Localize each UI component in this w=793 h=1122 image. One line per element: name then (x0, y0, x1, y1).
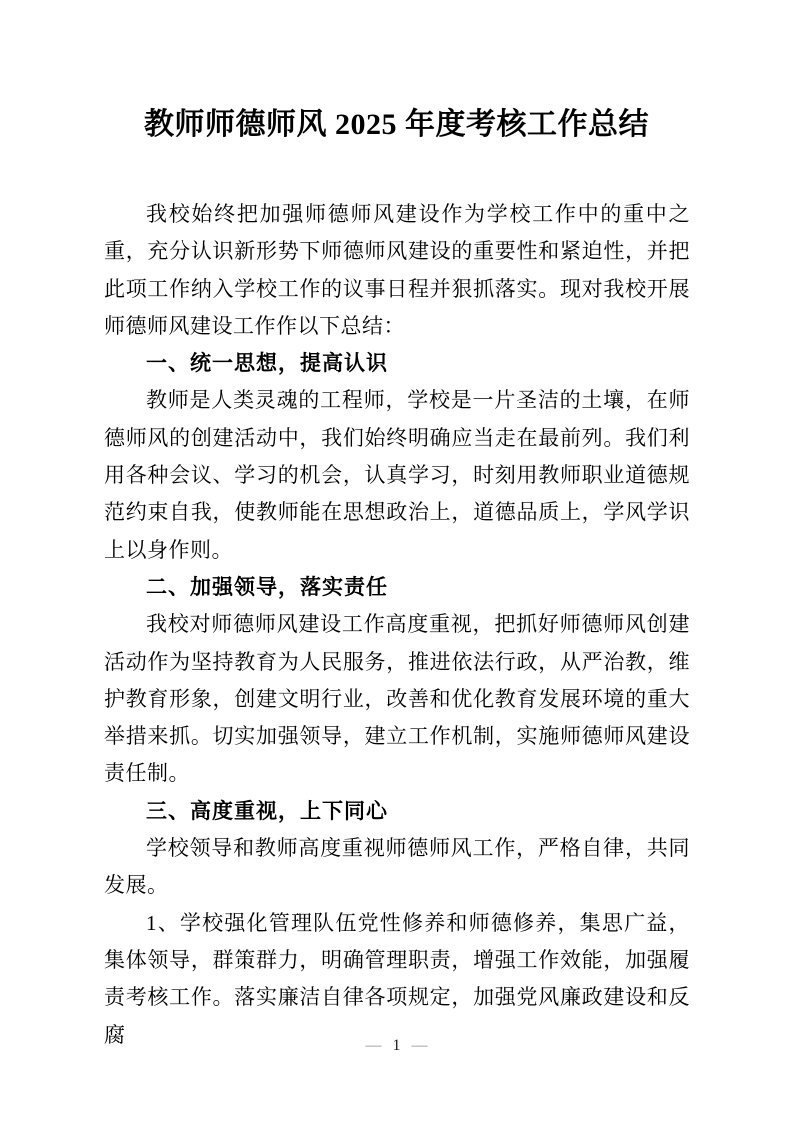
section-2-paragraph-1: 我校对师德师风建设工作高度重视，把抓好师德师风创建活动作为坚持教育为人民服务，推进依法行政，从严治教，维护教育形象，创建文明行业，改善和优化教育发展环境的重大举措来抓。切实加强领导，建立工作机制，实施师德师风建设责任制。 (104, 612, 690, 786)
document-body (104, 196, 690, 1054)
footer-dash-left: — (365, 1037, 382, 1054)
section-1-paragraph-1: 教师是人类灵魂的工程师，学校是一片圣洁的土壤，在师德师风的创建活动中，我们始终明确应当走在最前列。我们利用各种会议、学习的机会，认真学习，时刻用教师职业道德规范约束自我，使教师能在思想政治上，道德品质上，学风学识上以身作则。 (104, 388, 690, 562)
section-3-paragraph-2: 1、学校强化管理队伍党性修养和师德修养，集思广益，集体领导，群策群力，明确管理职责，增强工作效能，加强履责考核工作。落实廉洁自律各项规定，加强党风廉政建设和反腐 (104, 910, 690, 1047)
section-heading-3: 三、高度重视，上下同心 (146, 799, 388, 823)
section-3-paragraph-1: 学校领导和教师高度重视师德师风工作，严格自律，共同发展。 (104, 836, 690, 898)
page-footer (0, 1036, 793, 1056)
footer-dash-right: — (411, 1037, 428, 1054)
section-heading-1: 一、统一思想，提高认识 (146, 352, 388, 376)
intro-paragraph: 我校始终把加强师德师风建设作为学校工作中的重中之重，充分认识新形势下师德师风建设的重要性和紧迫性，并把此项工作纳入学校工作的议事日程并狠抓落实。现对我校开展师德师风建设工作作以下总结： (104, 202, 690, 338)
page-number: 1 (392, 1037, 401, 1054)
document-title: 教师师德师风 2025 年度考核工作总结 (144, 108, 649, 141)
section-heading-2: 二、加强领导，落实责任 (146, 575, 388, 599)
